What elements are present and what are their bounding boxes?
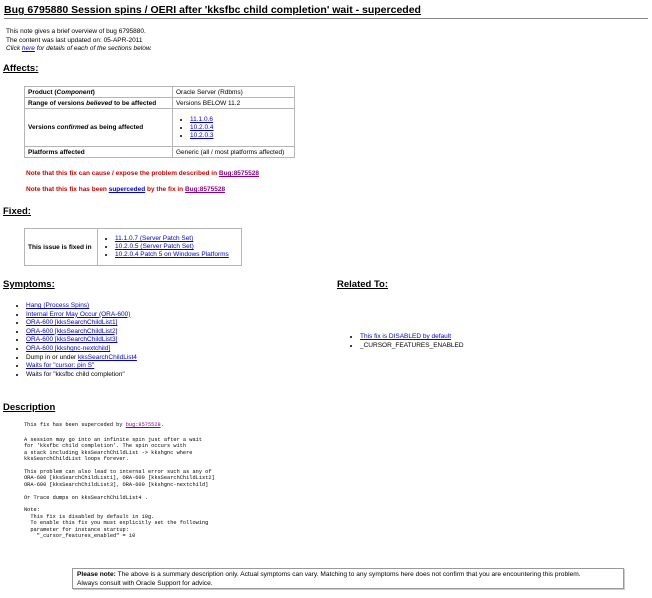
fix-version-link[interactable]: 10.2.0.5 (Server Patch Set) <box>115 243 194 250</box>
intro-line-3-suffix: for details of each of the sections below. <box>34 45 152 52</box>
related-heading: Related To: <box>337 279 389 290</box>
affects-heading: Affects: <box>3 63 39 74</box>
intro <box>6 28 152 54</box>
support-note-line-2: Always consult with Oracle Support for advice. <box>77 579 213 587</box>
intro-line-1: This note gives a brief overview of bug 6795880. <box>6 28 146 35</box>
symptom-item: • Dump in or under kksSearchChildList4 <box>26 354 137 363</box>
affects-table <box>24 86 295 158</box>
confirmed-row <box>25 109 295 147</box>
fixed-label: This issue is fixed in <box>25 229 98 266</box>
fixed-versions <box>98 229 242 266</box>
bug-link[interactable]: bug:8575528 <box>125 422 161 428</box>
note-superceded: Note that this fix has been superceded by the fix in Bug:8575528 <box>26 186 226 193</box>
related-item: • _CURSOR_FEATURES_ENABLED <box>360 342 464 351</box>
confirmed-label: Versions confirmed as being affected <box>25 109 173 147</box>
fixed-table <box>24 228 242 266</box>
symptom-link[interactable]: Waits for "cursor: pin S" <box>26 362 95 370</box>
intro-line-2: The content was last updated on: 05-APR-2011 <box>6 36 143 44</box>
description-superceded-line: This fix has been superceded by bug:8575528. <box>24 422 164 428</box>
symptom-link[interactable]: Internal Error May Occur (ORA-600) <box>26 310 131 318</box>
version-link[interactable]: 11.1.0.6 <box>190 115 214 123</box>
symptom-link[interactable]: kksSearchChildList4 <box>78 353 137 361</box>
note-cause: Note that this fix can cause / expose the problem described in Bug:8575528 <box>26 170 259 177</box>
symptom-link[interactable]: Hang (Process Spins) <box>26 302 90 309</box>
description-body: A session may go into an infinite spin just after a wait for 'kksfbc child completion'. The spin occurs with a stack including kksSearchChildList -> kkshgnc where kksSearchChildList loops forever. This problem can also lead to internal error such as any of ORA-600 [kksSearchChildList1], ORA-600 [kksSearchChildList2] ORA-600 [kksSearchChildList3], ORA-600 [kkshgnc-nextchild] Or Trace dumps on kksSearchChildList4 . Note: This fix is disabled by default in 10g. To enable this fix you must explicitly set the following parameter for instance startup: "_cursor_features_enabled" = 10 <box>24 437 215 540</box>
bug-link[interactable]: Bug:8575528 <box>218 170 259 177</box>
fixed-heading: Fixed: <box>3 206 31 217</box>
intro-line-3 <box>6 45 152 54</box>
related-list <box>338 333 464 350</box>
fix-version-link[interactable]: 10.2.0.4 Patch 5 on Windows Platforms <box>115 251 229 258</box>
range-label: Range of versions believed to be affected <box>25 98 173 109</box>
fix-version-link[interactable]: 11.1.0.7 (Server Patch Set) <box>115 235 194 242</box>
here-link[interactable]: here <box>21 45 35 52</box>
related-link[interactable]: This fix is DISABLED by default <box>360 333 452 340</box>
product-label: Product (Component) <box>25 87 173 98</box>
platforms-row <box>25 147 295 158</box>
superceded-link[interactable]: superceded <box>108 186 146 193</box>
support-note-line-1: Please note: The above is a summary description only. Actual symptoms can vary. Matching to any symptoms here does not confirm that you are encountering this problem. <box>77 571 581 578</box>
symptom-link[interactable]: ORA-600 [kksSearchChildList2] <box>26 327 118 335</box>
support-note <box>72 568 624 589</box>
symptoms-list <box>4 302 137 379</box>
platforms-value: Generic (all / most platforms affected) <box>173 147 295 158</box>
product-row <box>25 87 295 98</box>
range-row <box>25 98 295 109</box>
intro-line-3-prefix: Click <box>6 45 22 52</box>
version-link[interactable]: 10.2.0.3 <box>190 131 214 139</box>
symptom-link[interactable]: ORA-600 [kksSearchChildList1] <box>26 319 118 327</box>
confirmed-versions <box>173 109 295 147</box>
page-title: Bug 6795880 Session spins / OERI after 'kksfbc child completion' wait - superceded <box>4 4 648 19</box>
platforms-label: Platforms affected <box>25 147 173 158</box>
version-link[interactable]: 10.2.0.4 <box>190 123 214 131</box>
range-value: Versions BELOW 11.2 <box>173 98 295 109</box>
symptom-link[interactable]: ORA-600 [kksSearchChildList3] <box>26 336 118 344</box>
bug-link[interactable]: Bug:8575528 <box>184 186 226 193</box>
symptom-link[interactable]: ORA-600 [kkshgnc-nextchild] <box>26 344 111 352</box>
description-heading: Description <box>3 402 56 413</box>
symptoms-heading: Symptoms: <box>3 279 55 290</box>
symptom-item: • Waits for "kksfbc child completion" <box>26 371 137 380</box>
product-value: Oracle Server (Rdbms) <box>173 87 295 98</box>
